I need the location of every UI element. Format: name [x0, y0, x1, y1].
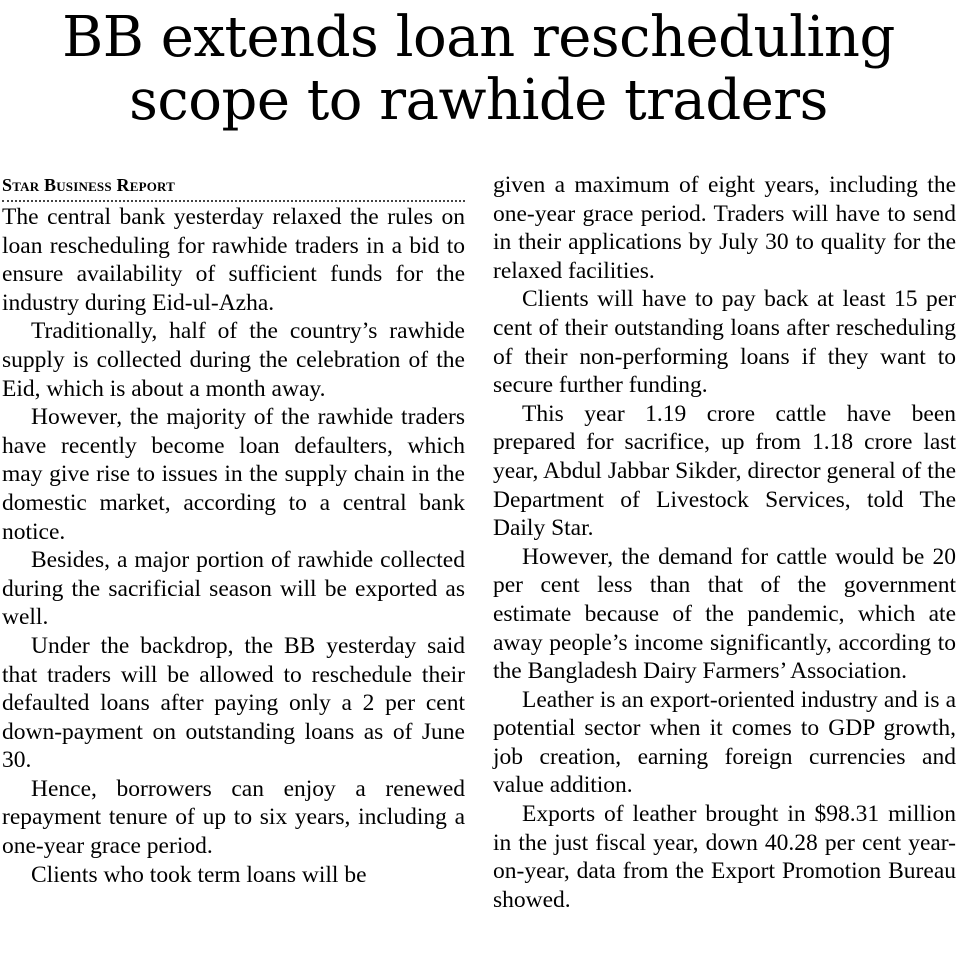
paragraph: Exports of leather brought in $98.31 million in the just fiscal year, down 40.28 per cent year-on-year, data from the Export Promotion Bureau showed. [493, 801, 956, 913]
paragraph: Traditionally, half of the country’s rawhide supply is collected during the celebration of the Eid, which is about a month away. [2, 318, 465, 402]
paragraph: given a maximum of eight years, including the one-year grace period. Traders will have to send in their applications by July 30 to quality for the relaxed facilities. [493, 172, 956, 284]
paragraph: Besides, a major portion of rawhide collected during the sacrificial season will be exported as well. [2, 547, 465, 631]
paragraph: Leather is an export-oriented industry and is a potential sector when it comes to GDP growth, job creation, earning foreign currencies and value addition. [493, 686, 956, 799]
paragraph: The central bank yesterday relaxed the rules on loan rescheduling for rawhide traders in a bid to ensure availability of sufficient funds for the industry during Eid-ul-Azha. [2, 204, 465, 316]
left-column [2, 171, 465, 889]
right-column [493, 171, 956, 914]
paragraph: However, the demand for cattle would be 20 per cent less than that of the government estimate because of the pandemic, which ate away people’s income significantly, according to the Bangladesh Dairy Farmers’ Association. [493, 543, 956, 685]
byline: Star Business Report [2, 171, 465, 202]
headline [0, 6, 957, 132]
paragraph: This year 1.19 crore cattle have been prepared for sacrifice, up from 1.18 crore last year, Abdul Jabbar Sikder, director general of the Department of Livestock Services, told The Daily Star. [493, 400, 956, 542]
paragraph: Clients will have to pay back at least 15 per cent of their outstanding loans after rescheduling of their non-performing loans if they want to secure further funding. [493, 286, 956, 399]
paragraph: Hence, borrowers can enjoy a renewed repayment tenure of up to six years, including a one-year grace period. [2, 775, 465, 860]
paragraph: Under the backdrop, the BB yesterday said that traders will be allowed to reschedule their defaulted loans after paying only a 2 per cent down-payment on outstanding loans as of June 30. [2, 632, 465, 774]
headline-line-1: BB extends loan rescheduling [62, 5, 895, 70]
paragraph: However, the majority of the rawhide traders have recently become loan defaulters, which may give rise to issues in the supply chain in the domestic market, according to a central bank notice. [2, 404, 465, 545]
paragraph: Clients who took term loans will be [31, 861, 367, 888]
headline-line-2: scope to rawhide traders [129, 68, 828, 133]
